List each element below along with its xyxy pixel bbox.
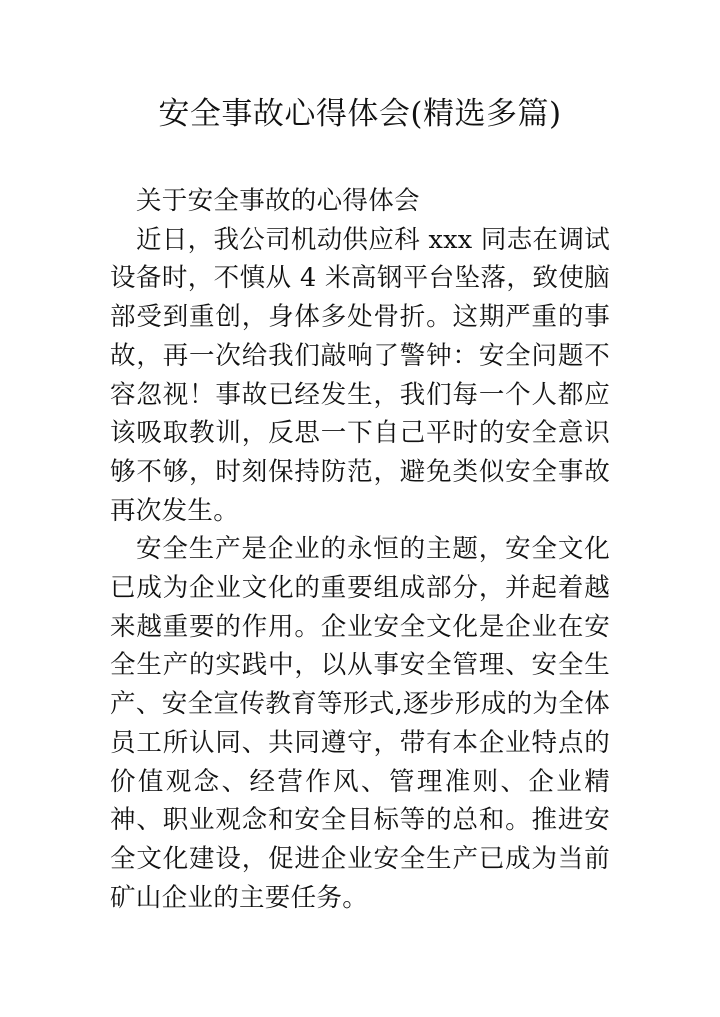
document-title: 安全事故心得体会(精选多篇)	[158, 96, 562, 132]
safety-culture-paragraph: 安全生产是企业的永恒的主题，安全文化已成为企业文化的重要组成部分，并起着越来越重要的作用。企业安全文化是企业在安全生产的实践中，以从事安全管理、安全生产、安全宣传教育等形式,逐步形成的为全体员工所认同、共同遵守，带有本企业特点的价值观念、经营作风、管理准则、企业精神、职业观念和安全目标等的总和。推进安全文化建设，促进企业安全生产已成为当前矿山企业的主要任务。	[110, 534, 610, 913]
section-heading-paragraph: 关于安全事故的心得体会	[136, 186, 420, 216]
accident-report-paragraph: 近日，我公司机动供应科 xxx 同志在调试设备时，不慎从 4 米高钢平台坠落，致使脑部受到重创，身体多处骨折。这期严重的事故，再一次给我们敲响了警钟：安全问题不容忽视！事故已经发生，我们每一个人都应该吸取教训，反思一下自己平时的安全意识够不够，时刻保持防范，避免类似安全事故再次发生。	[110, 224, 610, 526]
document-body	[110, 182, 610, 917]
